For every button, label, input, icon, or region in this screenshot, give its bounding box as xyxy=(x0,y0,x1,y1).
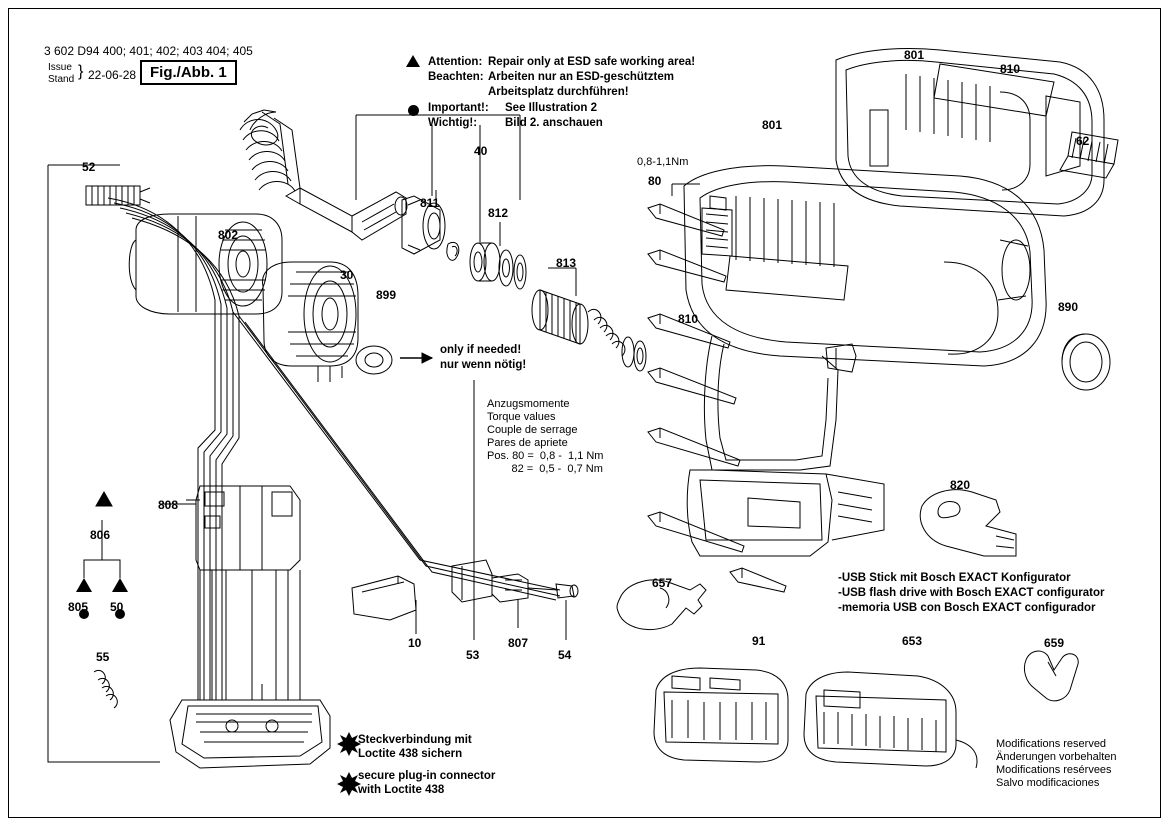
footer-line-3: Modifications resérvees xyxy=(996,764,1112,776)
loctite-note-en-1: secure plug-in connector xyxy=(358,770,496,782)
issue-label: Issue xyxy=(48,62,72,73)
important-de-text: Bild 2. anschauen xyxy=(505,117,603,129)
torque-line-2: Torque values xyxy=(487,411,556,423)
item-number-810-mid: 810 xyxy=(678,312,699,326)
loctite-note-en-2: with Loctite 438 xyxy=(358,784,445,796)
stand-label: Stand xyxy=(48,74,75,85)
torque-line-3: Couple de serrage xyxy=(487,424,578,436)
item-number-40: 40 xyxy=(474,144,488,158)
item-number-810-top: 810 xyxy=(1000,62,1021,76)
item-number-62: 62 xyxy=(1076,134,1090,148)
item-number-55: 55 xyxy=(96,650,110,664)
item-number-54: 54 xyxy=(558,648,572,662)
item-number-807: 807 xyxy=(508,636,529,650)
torque-line-1: Anzugsmomente xyxy=(487,398,570,410)
item-number-30: 30 xyxy=(340,268,354,282)
torque-inline-value: 0,8-1,1Nm xyxy=(637,156,689,168)
footer-line-1: Modifications reserved xyxy=(996,738,1107,750)
figure-label: Fig./Abb. 1 xyxy=(140,60,237,85)
attention-de-text-1: Arbeiten nur an ESD-geschütztem xyxy=(488,71,674,83)
item-number-820: 820 xyxy=(950,478,971,492)
item-number-802: 802 xyxy=(218,228,239,242)
item-number-80: 80 xyxy=(648,174,662,188)
item-number-813: 813 xyxy=(556,256,577,270)
torque-line-5: Pos. 80 = 0,8 - 1,1 Nm xyxy=(487,450,604,462)
important-en-label: Important!: xyxy=(428,102,489,114)
item-number-801-mid: 801 xyxy=(762,118,783,132)
item-number-10: 10 xyxy=(408,636,422,650)
issue-date: 22-06-28 xyxy=(88,68,137,82)
important-de-label: Wichtig!: xyxy=(428,117,478,129)
attention-en-text: Repair only at ESD safe working area! xyxy=(488,56,696,68)
item-number-52: 52 xyxy=(82,160,96,174)
only-if-needed-en: only if needed! xyxy=(440,344,522,356)
item-number-806: 806 xyxy=(90,528,111,542)
item-number-890: 890 xyxy=(1058,300,1079,314)
item-number-812: 812 xyxy=(488,206,509,220)
item-number-91: 91 xyxy=(752,634,766,648)
attention-en-label: Attention: xyxy=(428,56,483,68)
footer-line-4: Salvo modificaciones xyxy=(996,777,1100,789)
item-number-657: 657 xyxy=(652,576,673,590)
footer-line-2: Änderungen vorbehalten xyxy=(996,751,1117,763)
item-number-899: 899 xyxy=(376,288,397,302)
item-number-811: 811 xyxy=(420,196,440,210)
part-numbers: 3 602 D94 400; 401; 402; 403 404; 405 xyxy=(44,44,253,58)
usb-note-en: -USB flash drive with Bosch EXACT configurator xyxy=(838,587,1105,599)
only-if-needed-de: nur wenn nötig! xyxy=(440,359,527,371)
attention-de-text-2: Arbeitsplatz durchführen! xyxy=(488,86,629,98)
item-number-50: 50 xyxy=(110,600,124,614)
issue-brace: } xyxy=(78,63,84,80)
item-number-653: 653 xyxy=(902,634,923,648)
usb-note-es: -memoria USB con Bosch EXACT configurador xyxy=(838,602,1096,614)
loctite-note-de-2: Loctite 438 sichern xyxy=(358,748,463,760)
torque-line-6: 82 = 0,5 - 0,7 Nm xyxy=(487,463,603,475)
attention-de-label: Beachten: xyxy=(428,71,484,83)
loctite-note-de-1: Steckverbindung mit xyxy=(358,734,472,746)
item-number-805: 805 xyxy=(68,600,89,614)
usb-note-de: -USB Stick mit Bosch EXACT Konfigurator xyxy=(838,572,1071,584)
torque-line-4: Pares de apriete xyxy=(487,437,568,449)
important-en-text: See Illustration 2 xyxy=(505,102,598,114)
item-number-801-top: 801 xyxy=(904,48,925,62)
item-number-808: 808 xyxy=(158,498,179,512)
item-number-53: 53 xyxy=(466,648,480,662)
item-number-659: 659 xyxy=(1044,636,1065,650)
